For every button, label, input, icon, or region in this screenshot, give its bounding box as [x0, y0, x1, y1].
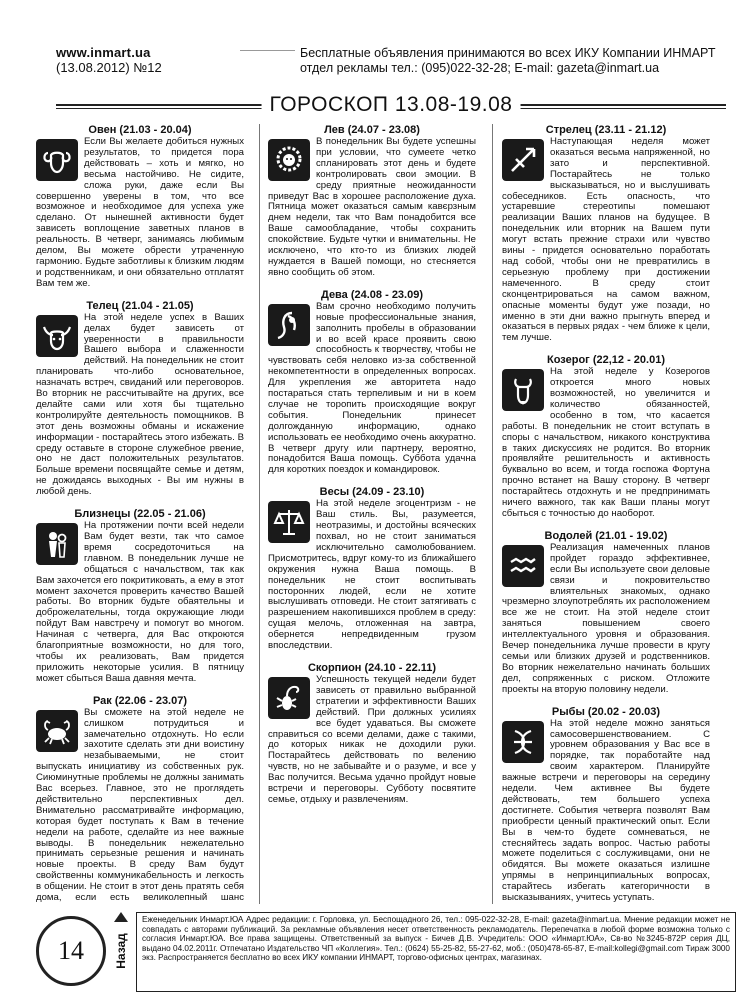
archer-icon: [502, 139, 544, 181]
issue-number: (13.08.2012) №12: [56, 60, 162, 75]
header-divider: [240, 50, 295, 51]
sign-heading: Овен (21.03 - 20.04): [88, 124, 192, 136]
sign-text: На этой неделе у Козерогов откроется много новых возможностей, но увеличится и количество обязанностей, особенно в том, что касается работы. В понедельник не стоит вступать в споры с начальством, никакого конструктива в таких дискуссиях не родится. Во вторник проявляйте решительность и активность буквально во всем, и тогда госпожа Фортуна прочно встанет на Вашу сторону. В четверг постарайтесь отдохнуть и не предпринимать ничего важного, так как Ваши планы могут сбыться с точностью до наоборот.: [502, 366, 710, 519]
sign-vesy: [268, 486, 476, 652]
maiden-icon: [268, 304, 310, 346]
imprint-box: Еженедельник Инмарт.ЮА Адрес редакции: г. Горловка, ул. Беспощадного 26, тел.: 095-022-32-28, E-mail: gazeta@inmart.ua. Мнение редакции может не совпадать с авторами публикаций. За рекламные объявления несет ответственность рекламодатель. Перепечатка в любой форме возможна только с согласия Инмарт.ЮА. Все права защищены. Ответственный за выпуск - Бичев Д.В. Учредитель: ООО «Инмарт.ЮА», Св-во №3245-872Р серия ДЦ, выдано 04.02.2011г. Отпечатано Издательство ЧП «Коллегия». Тел.: (0624) 55-25-82, 55-27-62, моб.: (050)478-65-87, E-mail:kollegi@gmail.com Тираж 3000 экз. Распространяется бесплатно во всех ИКУ компании ИНМАРТ, торгово-офисных центрах, магазинах.: [136, 912, 736, 992]
scorpion-icon: [268, 677, 310, 719]
water-bearer-icon: [502, 545, 544, 587]
sign-text: На протяжении почти всей недели Вам будет везти, так что самое время сосредоточиться на главном. В понедельник лучше не общаться с начальством, так как Вам захочется его покритиковать, а ему в этот момент захочется проверить качество Вашей работы. Во вторник будьте обаятельны и доброжелательны, тогда окружающие люди пойдут Вам навстречу и помогут во многом. Начиная с четверга, для Вас откроются благоприятные возможности, но для того, чтобы их реализовать, Вам придется приложить некоторые усилия. В пятницу может сбыться Ваша давняя мечта.: [36, 520, 244, 684]
sign-heading: Скорпион (24.10 - 22.11): [307, 661, 437, 674]
column-2: [268, 124, 476, 904]
ads-notice: [300, 46, 740, 76]
sign-telec: [36, 300, 244, 498]
column-divider: [259, 124, 260, 904]
fish-icon: [502, 721, 544, 763]
ads-notice-line-1: Бесплатные объявления принимаются во всех ИКУ Компании ИНМАРТ: [300, 46, 716, 60]
sign-text: На этой неделе можно заняться самосовершенствованием. С уровнем образования у Вас все в порядке, так поработайте над своим характером. Планируйте важные встречи и переговоры на середину недели. Чем активнее Вы будете действовать, тем большего успеха достигнете. События четверга позволят Вам приобрести ценный практический опыт. Если Вы в чем-то будете сомневаться, не стесняйтесь задать вопрос. Частью работы можете поделиться с сослуживцами, они не обидятся. Вы можете оказаться излишне упрямы в непринципиальных вопросах, старайтесь избегать категоричности в высказываниях, учитесь уступать.: [502, 717, 710, 904]
sign-skorpion: [268, 662, 476, 806]
twins-icon: [36, 523, 78, 565]
sign-heading: Дева (24.08 - 23.09): [320, 288, 424, 301]
sign-heading: Близнецы (22.05 - 21.06): [74, 508, 206, 521]
column-1: [36, 124, 244, 904]
sign-heading: Водолей (21.01 - 19.02): [544, 529, 668, 542]
sign-text: Реализация намеченных планов пройдет гораздо эффективнее, если Вы используете свои деловые связи и покровительство влиятельных знакомых, однако чрезмерно злоупотреблять их расположением все же не стоит. На этой неделе стоит заняться повышением своего интеллектуального уровня и образования. Вечер понедельника лучше провести в кругу семьи или близких друзей и родственников. Во вторник нежелательно начинать больших дел, сопряженных с риском. Отложите проекты на вторую половину недели.: [502, 541, 710, 695]
page-title: ГОРОСКОП 13.08-19.08: [262, 93, 521, 117]
back-button[interactable]: Назад: [114, 933, 128, 969]
section-title-bar: [56, 90, 726, 120]
masthead: [56, 45, 236, 75]
sign-text: Вам срочно необходимо получить новые профессиональные знания, заполнить пробелы в образовании и во всей красе проявить свою способность к творчеству, чтобы не чувствовать себя неловко из-за собственной некомпетентности в определенных вопросах. Для укрепления же авторитета надо постараться стать терпеливым и ни в коем случае не торопить происходящие вокруг события. Понедельник принесет долгожданную информацию, однако использовать ее необходимо очень аккуратно. В четверг другу или партнеру, вероятно, понадобится Ваша помощь. Суббота удачна для коротких поездок и командировок.: [268, 300, 476, 476]
sign-text: Если Вы желаете добиться нужных результатов, то придется пора действовать – хоть и мягко, но весьма настойчиво. Не сидите, сложа руки, даже если Вы совершенно уверены в том, что все возможное и необходимое для успеха уже сделано. От нынешней активности будет зависеть воплощение заветных планов в реальность. В четверг, занимаясь любимым делом, Вы можете обрести утраченную гармонию. Будьте заботливы к близким людям и родственникам, и они обязательно отплатят Вам тем же.: [36, 136, 244, 289]
sign-oven: [36, 124, 244, 290]
page-header: [0, 0, 750, 86]
sign-heading: Рак (22.06 - 23.07): [92, 694, 188, 707]
site-url[interactable]: www.inmart.ua: [56, 45, 151, 60]
sign-lev: [268, 124, 476, 279]
lion-icon: [268, 139, 310, 181]
sign-text: Успешность текущей недели будет зависеть от правильно выбранной стратегии и эффективности Ваших действий. При должных усилиях все будет удаваться. Вы сможете справиться со всеми делами, даже с такими, до которых никак не доходили руки. Постарайтесь действовать по велению чувств, но не забывайте и о разуме, и все у Вас получится. Весьма удачно пройдут новые встречи и переговоры. Субботу посвятите семье, отдыху и развлечениям.: [268, 673, 476, 805]
sign-text: Вы сможете на этой неделе не слишком потрудиться и замечательно отдохнуть. Но если захотите сделать эти дни воистину незабываемыми, не стоит выпускать инициативу из собственных рук. Сиюминутные проблемы не должны занимать Вас всерьез. Главное, это не проглядеть действительно перспективных дел. Внимательно рассматривайте информацию, которая будет поступать к Вам в течение недели на работе, сделайте из нее важные выводы. В понедельник нежелательно принимать серьезные решения и начинать новые проекты. В среду Вам будут свойственны коммуникабельность и легкость в общении. Не стоит в этот день пратять себя дома, если есть великолепный шанс: [36, 706, 244, 904]
sign-rak: [36, 695, 244, 904]
page-footer: [36, 912, 736, 992]
sign-heading: Рыбы (20.02 - 20.03): [551, 705, 661, 718]
scales-icon: [268, 501, 310, 543]
sign-text: Наступающая неделя может оказаться весьма напряженной, но зато и перспективной. Постарайтесь не только высказываться, но и выслушивать собеседников. Есть опасность, что устаревшие стереотипы помешают реализации Ваших планов на будущее. В понедельник или вторник на Вашем пути могут встать прежние страхи или чувство вины - придется основательно поработать над собой, чтобы они не превратились в серьезную проблему при достижении намеченного. В среду стоит сконцентрироваться на самом важном, опасные моменты будут уже позади, но именно в эти дни важно прыгнуть вперед и оказаться в первых рядах - чем ближе к цели, тем лучше.: [502, 136, 710, 344]
page-number: 14: [36, 916, 106, 986]
column-3: [502, 124, 710, 904]
goat-icon: [502, 369, 544, 411]
column-divider: [492, 124, 493, 904]
sign-bliznecy: [36, 508, 244, 685]
sign-text: На этой неделе эгоцентризм - не Ваш стиль. Вы, разумеется, неотразимы, и достойны всяческих похвал, но не стоит заниматься исключительно самолюбованием. Присмотритесь, вдруг кому-то из ближайшего окружения нужна Ваша помощь. В понедельник не стоит воспитывать посторонних людей, если не хотите выслушивать отповеди. Не стоит затягивать с разрешением накопившихся проблем в среду: сущая мелочь, отложенная на завтра, обернется непредвиденным грузом впоследствии.: [268, 498, 476, 652]
sign-text: В понедельник Вы будете успешны при условии, что сумеете четко спланировать этот день и будете контролировать свои эмоции. В среду приятные неожиданности приведут Вас в хорошее расположение духа. Пятница может оказаться самым кавєрзным днем недели, так что Вам понадобится все Ваше самообладание, чтобы сохранить спокойствие. Будьте чутки и внимательны. Не исключено, что кто-то из близких людей нуждается в Вашей помощи, но стесняется явно сообщить об этом.: [268, 136, 476, 278]
sign-heading: Стрелец (23.11 - 21.12): [545, 124, 667, 136]
ram-icon: [36, 139, 78, 181]
sign-kozerog: [502, 354, 710, 520]
sign-strelec: [502, 124, 710, 344]
sign-heading: Весы (24.09 - 23.10): [319, 486, 425, 499]
sign-heading: Лев (24.07 - 23.08): [324, 124, 420, 136]
ads-notice-line-2: отдел рекламы тел.: (095)022-32-28; E-mail: gazeta@inmart.ua: [300, 61, 660, 75]
sign-ryby: [502, 706, 710, 904]
crab-icon: [36, 710, 78, 752]
bull-icon: [36, 315, 78, 357]
sign-deva: [268, 289, 476, 477]
sign-text: На этой неделе успех в Ваших делах будет зависеть от уверенности в правильности Вашего выбора и слаженности действий. На понедельник не стоит планировать что-либо основательное, назначать встреч, свиданий или переговоров. Во вторник не рассчитывайте на других, все делайте сами или хотя бы тщательно контролируйте деятельность помощников. В этот день возможны обманы и искажение информации - постарайтесь этого избежать. В среду оставьте в стороне служебное рвение, оно не даст положительных результатов. Больше времени посвящайте семье и детям, не дожидаясь выходных - Вы им нужны в любой день.: [36, 311, 244, 498]
sign-vodolei: [502, 530, 710, 696]
sign-heading: Козерог (22,12 - 20.01): [547, 354, 665, 367]
sign-heading: Телец (21.04 - 21.05): [86, 299, 194, 312]
